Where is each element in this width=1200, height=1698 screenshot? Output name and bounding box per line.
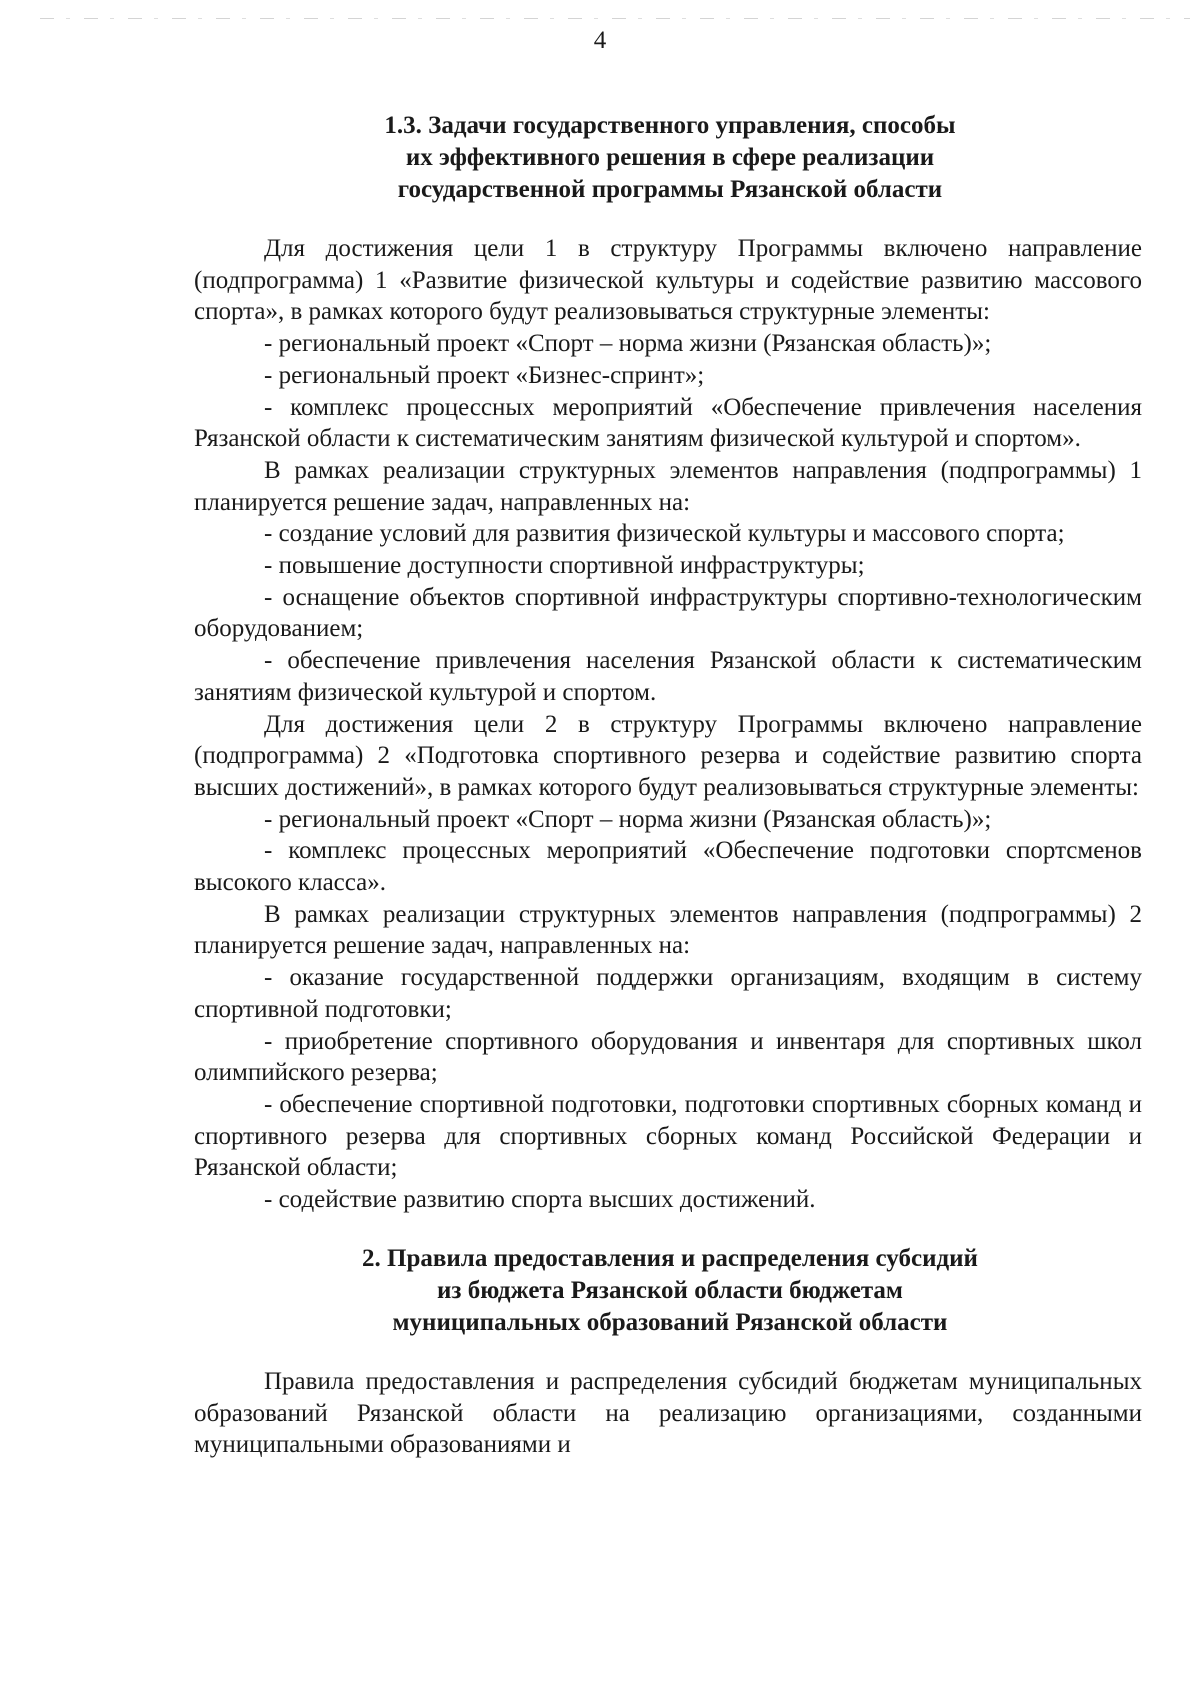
paragraph: Правила предоставления и распределения субсидий бюджетам муниципальных образований Рязанской области на реализацию организациями, созданными муниципальными образованиями и bbox=[194, 1367, 1142, 1459]
section-1-3-body bbox=[194, 233, 1142, 1216]
heading-line: их эффективного решения в сфере реализации bbox=[405, 144, 935, 171]
list-item: - оснащение объектов спортивной инфраструктуры спортивно-технологическим оборудованием; bbox=[194, 583, 1142, 643]
heading-line: 2. Правила предоставления и распределения субсидий bbox=[362, 1244, 978, 1272]
list-item: - создание условий для развития физической культуры и массового спорта; bbox=[264, 520, 1065, 548]
list-item: - региональный проект «Бизнес-спринт»; bbox=[264, 361, 705, 389]
list-item: - региональный проект «Спорт – норма жизни (Рязанская область)»; bbox=[264, 805, 992, 833]
list-item: - обеспечение спортивной подготовки, подготовки спортивных сборных команд и спортивного резерва для спортивных сборных команд Российской Федерации и Рязанской области; bbox=[194, 1090, 1142, 1182]
paragraph: В рамках реализации структурных элементов направления (подпрограммы) 1 планируется решение задач, направленных на: bbox=[194, 456, 1142, 516]
paragraph: Для достижения цели 1 в структуру Программы включено направление (подпрограмма) 1 «Развитие физической культуры и содействие развитию массового спорта», в рамках которого будут реализовываться структурные элементы: bbox=[194, 235, 1142, 326]
list-item: - содействие развитию спорта высших достижений. bbox=[264, 1186, 816, 1214]
list-item: - комплекс процессных мероприятий «Обеспечение привлечения населения Рязанской области к систематическим занятиям физической культурой и спортом». bbox=[194, 393, 1142, 453]
heading-line: 1.3. Задачи государственного управления, способы bbox=[384, 112, 956, 139]
section-heading-1-3 bbox=[194, 110, 1142, 206]
scan-artifact bbox=[40, 18, 1190, 19]
list-item: - комплекс процессных мероприятий «Обеспечение подготовки спортсменов высокого класса». bbox=[194, 837, 1142, 897]
list-item: - региональный проект «Спорт – норма жизни (Рязанская область)»; bbox=[264, 330, 992, 358]
heading-line: государственной программы Рязанской области bbox=[397, 176, 943, 203]
paragraph: В рамках реализации структурных элементов направления (подпрограммы) 2 планируется решение задач, направленных на: bbox=[194, 900, 1142, 960]
list-item: - приобретение спортивного оборудования и инвентаря для спортивных школ олимпийского резерва; bbox=[194, 1027, 1142, 1087]
list-item: - обеспечение привлечения населения Рязанской области к систематическим занятиям физической культурой и спортом. bbox=[194, 647, 1142, 706]
paragraph: Для достижения цели 2 в структуру Программы включено направление (подпрограмма) 2 «Подготовка спортивного резерва и содействие развитию спорта высших достижений», в рамках которого будут реализовываться структурные элементы: bbox=[194, 710, 1142, 801]
heading-line: муниципальных образований Рязанской области bbox=[392, 1308, 948, 1336]
list-item: - оказание государственной поддержки организациям, входящим в систему спортивной подготовки; bbox=[194, 964, 1142, 1023]
heading-line: из бюджета Рязанской области бюджетам bbox=[437, 1276, 903, 1304]
section-heading-2 bbox=[194, 1243, 1142, 1339]
document-body bbox=[194, 110, 1142, 1461]
section-2-body bbox=[194, 1366, 1142, 1461]
list-item: - повышение доступности спортивной инфраструктуры; bbox=[264, 552, 865, 580]
page-number: 4 bbox=[593, 27, 607, 54]
